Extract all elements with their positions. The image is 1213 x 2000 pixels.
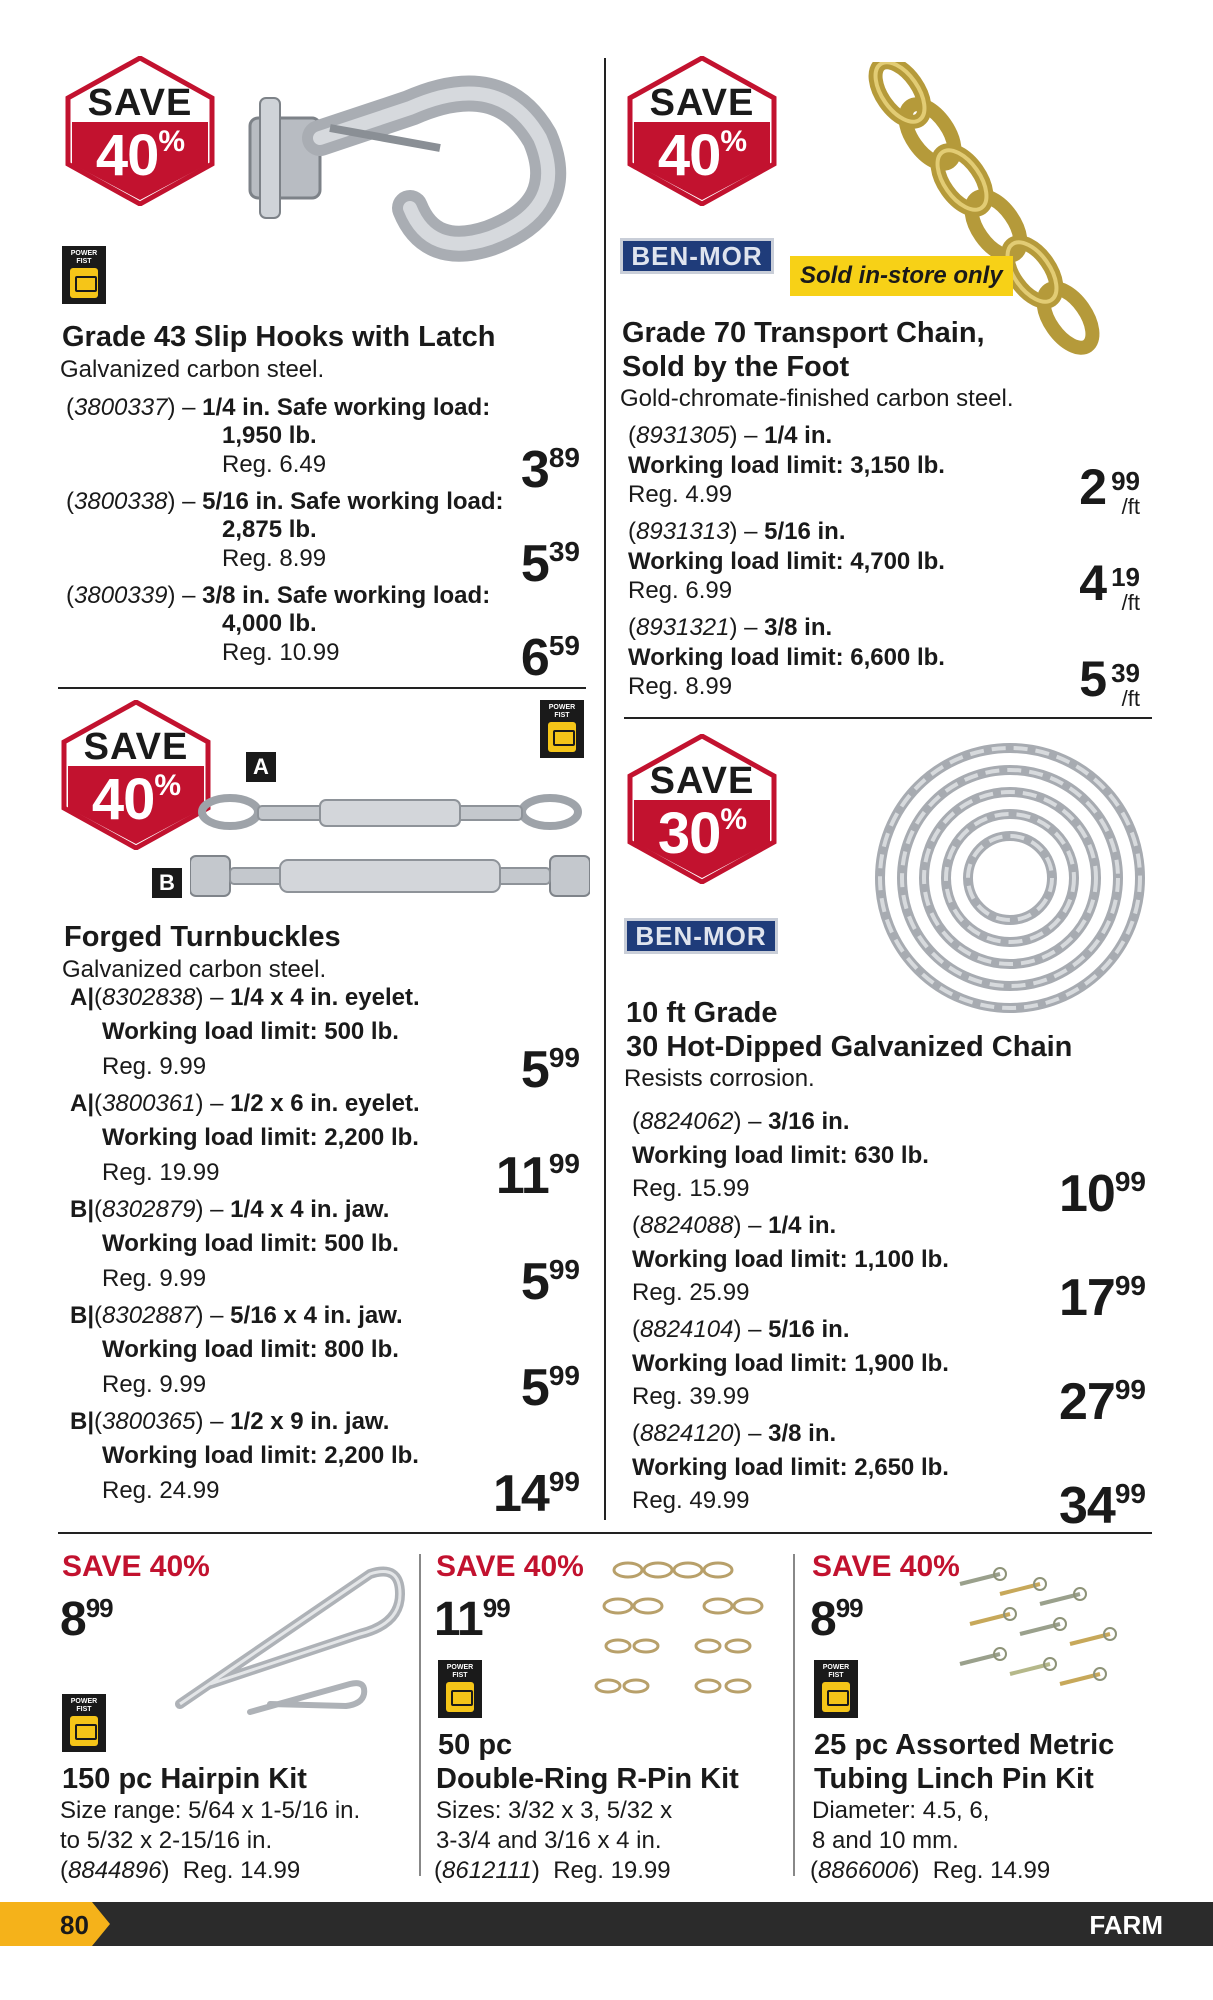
sku-row: (3800339) – 3/8 in. Safe working load:	[66, 582, 491, 609]
hairpin-image	[150, 1554, 420, 1724]
sku-row: (8824120) – 3/8 in.	[632, 1420, 837, 1447]
sale-price: $8^{99}$	[60, 1593, 113, 1646]
product-title: 50 pc	[438, 1729, 513, 1761]
load-limit: Working load limit: 2,650 lb.	[632, 1454, 949, 1481]
sale-price: $5^{99}$	[520, 1041, 580, 1099]
sku-reg-line: (8612111) Reg. 19.99	[434, 1857, 671, 1884]
load-limit: Working load limit: 2,200 lb.	[102, 1124, 419, 1151]
product-title: 10 ft Grade	[626, 997, 778, 1029]
regular-price: Reg. 6.99	[628, 577, 733, 604]
product-title-line2: 30 Hot-Dipped Galvanized Chain	[626, 1031, 1073, 1063]
sale-price: $3^{89}$	[520, 441, 580, 499]
sale-price-per-foot: 5 39 /ft	[1079, 651, 1140, 711]
product-subtitle: Gold-chromate-finished carbon steel.	[620, 385, 1014, 412]
in-store-only-banner: Sold in-store only	[790, 256, 1013, 296]
save-label: SAVE 40%	[812, 1550, 960, 1583]
product-title: Forged Turnbuckles	[64, 921, 341, 953]
ben-mor-logo: BEN-MOR	[620, 238, 774, 274]
sale-price: $8^{99}$	[810, 1593, 863, 1646]
sku-row: B|(8302887) – 5/16 x 4 in. jaw.	[70, 1302, 403, 1329]
sale-price: $5^{39}$	[520, 535, 580, 593]
sku-row: (8931305) – 1/4 in.	[628, 422, 833, 449]
sale-price: $14^{99}$	[493, 1465, 580, 1523]
regular-price: Reg. 49.99	[632, 1487, 750, 1514]
save-label: SAVE 40%	[436, 1550, 584, 1583]
divider-left-top	[58, 687, 586, 689]
label-a: A	[246, 752, 276, 782]
sale-price: $5^{99}$	[520, 1359, 580, 1417]
sku-row-desc2: 2,875 lb.	[222, 516, 317, 543]
product-title: 150 pc Hairpin Kit	[62, 1763, 307, 1795]
divider-bottom	[58, 1532, 1152, 1534]
sku-row: (8931313) – 5/16 in.	[628, 518, 846, 545]
product-title-line2: Double-Ring R-Pin Kit	[436, 1763, 739, 1795]
product-title-line2: Tubing Linch Pin Kit	[814, 1763, 1094, 1795]
product-title: Grade 70 Transport Chain,	[622, 317, 985, 349]
sku-row-desc2: 1,950 lb.	[222, 422, 317, 449]
sku-row: (8824088) – 1/4 in.	[632, 1212, 837, 1239]
page-number-tab	[0, 1902, 110, 1946]
load-limit: Working load limit: 500 lb.	[102, 1018, 399, 1045]
sale-price: $6^{59}$	[520, 629, 580, 687]
load-limit: Working load limit: 800 lb.	[102, 1336, 399, 1363]
sku-row: (8931321) – 3/8 in.	[628, 614, 833, 641]
sku-row: A|(8302838) – 1/4 x 4 in. eyelet.	[70, 984, 420, 1011]
regular-price: Reg. 39.99	[632, 1383, 750, 1410]
sku-row: B|(3800365) – 1/2 x 9 in. jaw.	[70, 1408, 390, 1435]
divider-bottom-2	[793, 1554, 795, 1876]
power-fist-logo: POWER FIST	[62, 1694, 106, 1752]
save-badge: SAVE 40%	[58, 700, 214, 850]
load-limit: Working load limit: 630 lb.	[632, 1142, 929, 1169]
sale-price: $5^{99}$	[520, 1253, 580, 1311]
vertical-divider	[604, 58, 606, 1520]
sale-price: $17^{99}$	[1059, 1269, 1146, 1327]
load-limit: Working load limit: 4,700 lb.	[628, 548, 945, 575]
load-limit: Working load limit: 2,200 lb.	[102, 1442, 419, 1469]
sale-price: $10^{99}$	[1059, 1165, 1146, 1223]
product-description: 3-3/4 and 3/16 x 4 in.	[436, 1827, 662, 1854]
r-pin-kit-image	[588, 1556, 788, 1726]
product-subtitle: Galvanized carbon steel.	[60, 356, 325, 383]
sku-reg-line: (8844896) Reg. 14.99	[60, 1857, 301, 1884]
sale-price: $11^{99}$	[495, 1147, 580, 1205]
sale-price-per-foot: 2 99 /ft	[1079, 459, 1140, 519]
power-fist-logo: POWER FIST	[814, 1660, 858, 1718]
product-description: Size range: 5/64 x 1-5/16 in.	[60, 1797, 361, 1824]
slip-hook-image	[240, 58, 580, 268]
sku-row: (3800338) – 5/16 in. Safe working load:	[66, 488, 504, 515]
product-description: to 5/32 x 2-15/16 in.	[60, 1827, 273, 1854]
sale-price: $27^{99}$	[1059, 1373, 1146, 1431]
sku-row: A|(3800361) – 1/2 x 6 in. eyelet.	[70, 1090, 420, 1117]
product-description: Sizes: 3/32 x 3, 5/32 x	[436, 1797, 673, 1824]
regular-price: Reg. 19.99	[102, 1159, 220, 1186]
label-b: B	[152, 868, 182, 898]
galvanized-chain-image	[860, 728, 1160, 1028]
save-label: SAVE 40%	[62, 1550, 210, 1583]
ben-mor-logo: BEN-MOR	[624, 918, 778, 954]
product-description: 8 and 10 mm.	[812, 1827, 959, 1854]
regular-price: Reg. 10.99	[222, 639, 340, 666]
product-subtitle: Resists corrosion.	[624, 1065, 815, 1092]
divider-right-top	[624, 717, 1152, 719]
page-footer	[0, 1902, 1213, 1946]
sku-row-desc2: 4,000 lb.	[222, 610, 317, 637]
product-title-line2: Sold by the Foot	[622, 351, 850, 383]
sale-price: $11^{99}$	[434, 1593, 510, 1646]
page-number: 80	[60, 1910, 89, 1940]
regular-price: Reg. 24.99	[102, 1477, 220, 1504]
save-badge: SAVE 40%	[624, 56, 780, 206]
sale-price-per-foot: 4 19 /ft	[1079, 555, 1140, 615]
product-title: 25 pc Assorted Metric	[814, 1729, 1115, 1761]
regular-price: Reg. 9.99	[102, 1371, 207, 1398]
turnbuckle-image	[190, 790, 590, 920]
load-limit: Working load limit: 6,600 lb.	[628, 644, 945, 671]
regular-price: Reg. 25.99	[632, 1279, 750, 1306]
power-fist-logo: POWER FIST	[540, 700, 584, 758]
regular-price: Reg. 4.99	[628, 481, 733, 508]
load-limit: Working load limit: 3,150 lb.	[628, 452, 945, 479]
load-limit: Working load limit: 500 lb.	[102, 1230, 399, 1257]
product-description: Diameter: 4.5, 6,	[812, 1797, 990, 1824]
regular-price: Reg. 9.99	[102, 1265, 207, 1292]
linch-pin-kit-image	[940, 1564, 1140, 1714]
save-badge: SAVE 30%	[624, 734, 780, 884]
sku-row: B|(8302879) – 1/4 x 4 in. jaw.	[70, 1196, 390, 1223]
regular-price: Reg. 8.99	[628, 673, 733, 700]
sku-row: (8824062) – 3/16 in.	[632, 1108, 850, 1135]
regular-price: Reg. 8.99	[222, 545, 327, 572]
sku-row: (8824104) – 5/16 in.	[632, 1316, 850, 1343]
save-badge: SAVE 40%	[62, 56, 218, 206]
section-name: FARM	[1089, 1910, 1163, 1940]
product-title: Grade 43 Slip Hooks with Latch	[62, 321, 496, 353]
load-limit: Working load limit: 1,100 lb.	[632, 1246, 949, 1273]
regular-price: Reg. 9.99	[102, 1053, 207, 1080]
load-limit: Working load limit: 1,900 lb.	[632, 1350, 949, 1377]
sku-row: (3800337) – 1/4 in. Safe working load:	[66, 394, 491, 421]
regular-price: Reg. 15.99	[632, 1175, 750, 1202]
sku-reg-line: (8866006) Reg. 14.99	[810, 1857, 1051, 1884]
sale-price: $34^{99}$	[1059, 1477, 1146, 1535]
product-subtitle: Galvanized carbon steel.	[62, 956, 327, 983]
regular-price: Reg. 6.49	[222, 451, 327, 478]
power-fist-logo: POWER FIST	[438, 1660, 482, 1718]
power-fist-logo: POWER FIST	[62, 246, 106, 304]
